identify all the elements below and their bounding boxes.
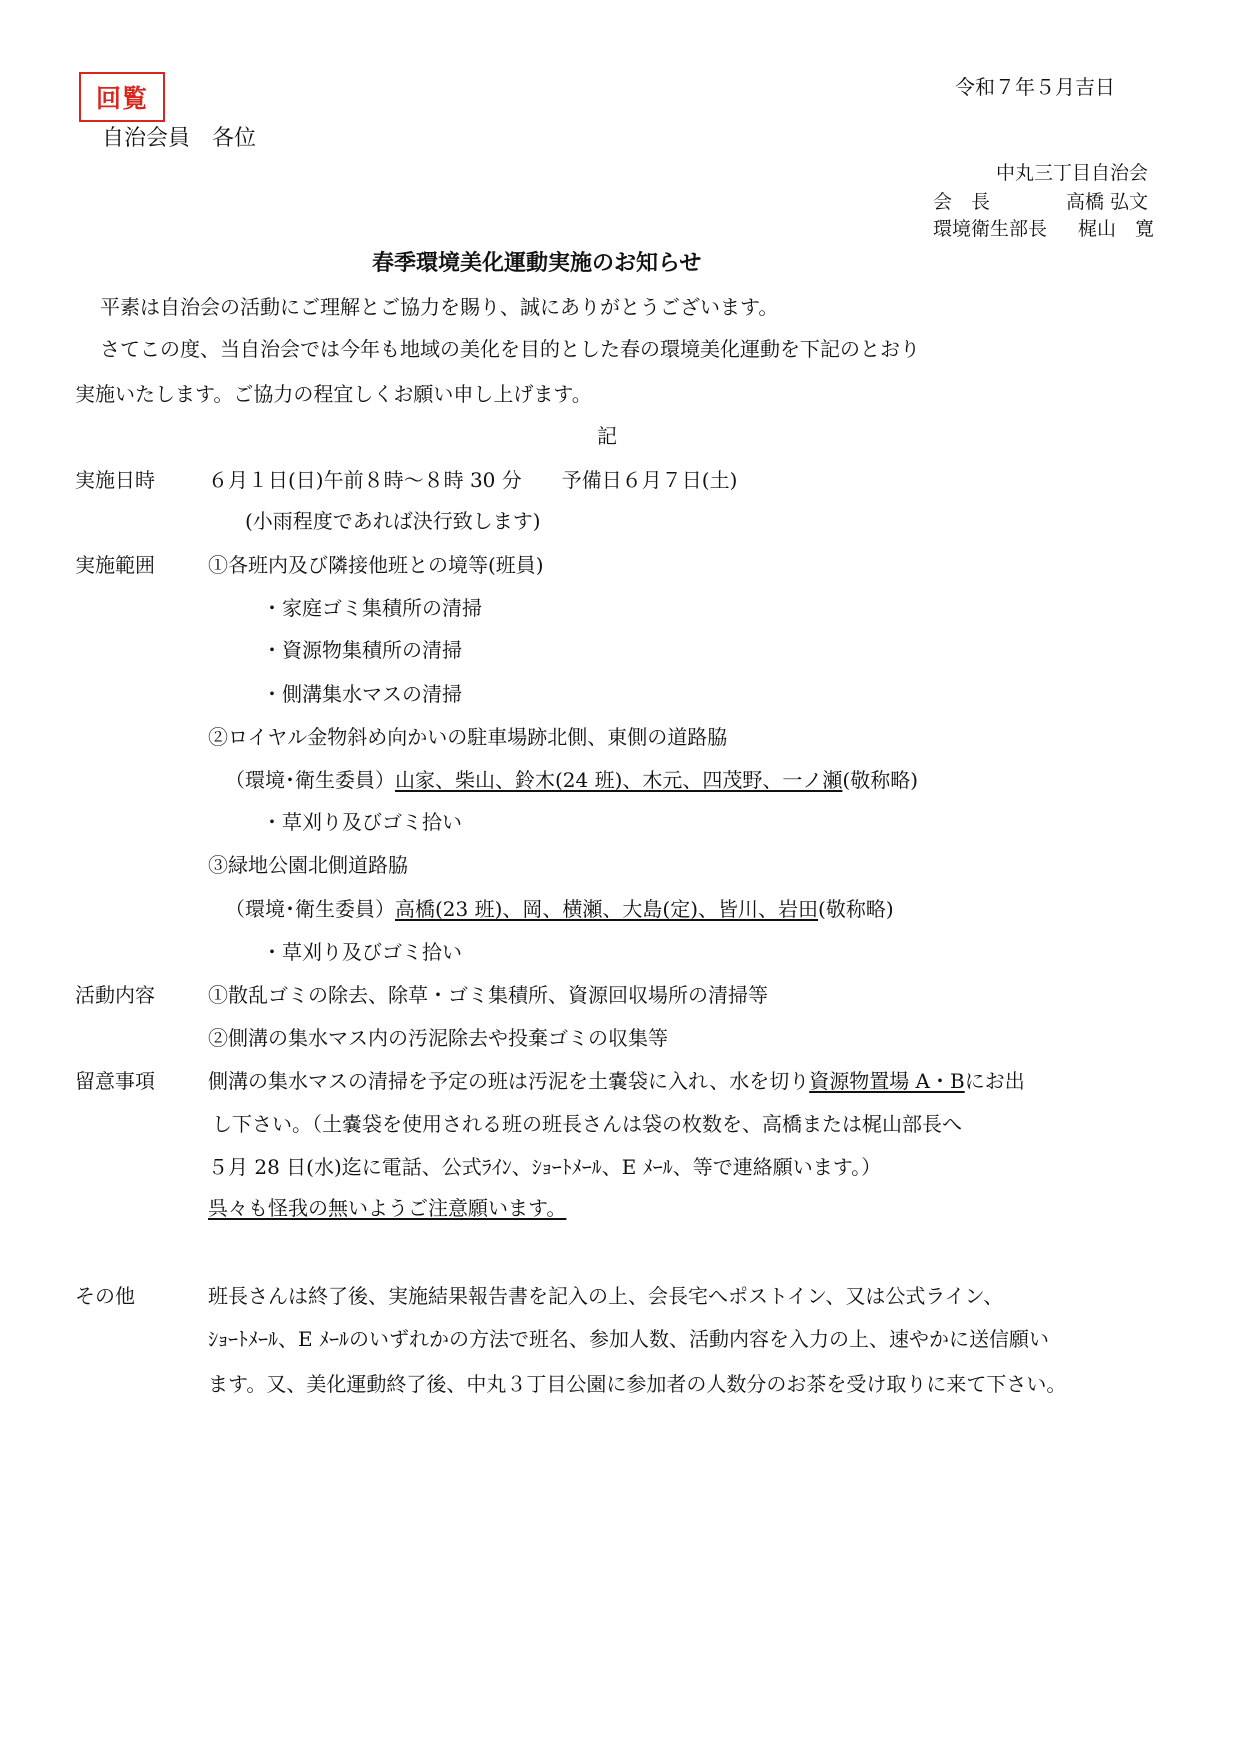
- scope-area-1-item: ・資源物集積所の清掃: [262, 638, 462, 662]
- members-names: 高橋(23 班)、岡、横瀬、大島(定)、皆川、岩田: [395, 897, 819, 921]
- notes-line-1: [208, 1071, 1025, 1091]
- members-prefix: （環境･衛生委員）: [225, 768, 395, 792]
- scope-label: 実施範囲: [75, 553, 155, 577]
- addressee: 自治会員 各位: [102, 126, 257, 151]
- sender-org: 中丸三丁目自治会: [996, 162, 1149, 184]
- scope-area-3-task: ・草刈り及びゴミ拾い: [262, 940, 462, 964]
- other-line-1: 班長さんは終了後、実施結果報告書を記入の上、会長宅へポストイン、又は公式ライン、: [208, 1284, 1004, 1308]
- other-label: その他: [75, 1284, 135, 1308]
- scope-area-3: ③緑地公園北側道路脇: [208, 853, 408, 877]
- chair-title: 会 長: [933, 191, 991, 213]
- members-suffix: (敬称略): [842, 768, 919, 792]
- circulation-stamp: 回覧: [79, 72, 165, 122]
- issue-date: 令和７年５月吉日: [955, 75, 1115, 99]
- notes-line-1-c: にお出: [964, 1069, 1025, 1093]
- notes-label: 留意事項: [75, 1069, 155, 1093]
- ki-heading: 記: [597, 424, 617, 448]
- scope-area-2-members: [225, 770, 918, 790]
- activity-line-1: ①散乱ゴミの除去、除草・ゴミ集積所、資源回収場所の清掃等: [208, 983, 768, 1007]
- notes-line-3: ５月 28 日(水)迄に電話、公式ﾗｲﾝ、ｼｮｰﾄﾒｰﾙ、E ﾒｰﾙ、等で連絡願います。）: [208, 1155, 882, 1179]
- dept-name: 梶山 寛: [1078, 218, 1155, 240]
- members-prefix: （環境･衛生委員）: [225, 897, 395, 921]
- notes-location: 資源物置場 A・B: [809, 1069, 965, 1093]
- activity-label: 活動内容: [75, 983, 155, 1007]
- schedule-label: 実施日時: [75, 468, 155, 492]
- other-line-2: ｼｮｰﾄﾒｰﾙ、E ﾒｰﾙのいずれかの方法で班名、参加人数、活動内容を入力の上、速やかに送信願い: [208, 1327, 1049, 1351]
- notes-line-2: し下さい。（土嚢袋を使用される班の班長さんは袋の枚数を、高橋または梶山部長へ: [212, 1112, 962, 1136]
- scope-area-1-item: ・側溝集水マスの清掃: [262, 682, 462, 706]
- scope-area-1: ①各班内及び隣接他班との境等(班員): [208, 553, 544, 577]
- scope-area-1-item: ・家庭ゴミ集積所の清掃: [262, 596, 482, 620]
- activity-line-2: ②側溝の集水マス内の汚泥除去や投棄ゴミの収集等: [208, 1026, 668, 1050]
- intro-line-2: さてこの度、当自治会では今年も地域の美化を目的とした春の環境美化運動を下記のとおり: [100, 337, 920, 361]
- intro-line-3: 実施いたします。ご協力の程宜しくお願い申し上げます。: [75, 382, 592, 406]
- notes-line-1-a: 側溝の集水マスの清掃を予定の班は汚泥を土嚢袋に入れ、水を切り: [208, 1069, 810, 1093]
- members-names: 山家、柴山、鈴木(24 班)、木元、四茂野、一ノ瀬: [395, 768, 843, 792]
- dept-title: 環境衛生部長: [933, 218, 1048, 240]
- notes-line-4: 呉々も怪我の無いようご注意願います。: [208, 1196, 567, 1220]
- intro-line-1: 平素は自治会の活動にご理解とご協力を賜り、誠にありがとうございます。: [100, 295, 779, 319]
- other-line-3: ます。又、美化運動終了後、中丸３丁目公園に参加者の人数分のお茶を受け取りに来て下さい。: [208, 1372, 1067, 1396]
- scope-area-2-task: ・草刈り及びゴミ拾い: [262, 810, 462, 834]
- members-suffix: (敬称略): [818, 897, 894, 921]
- scope-area-2: ②ロイヤル金物斜め向かいの駐車場跡北側、東側の道路脇: [208, 725, 728, 749]
- schedule-note: (小雨程度であれば決行致します): [245, 509, 541, 533]
- scope-area-3-members: [225, 899, 894, 919]
- chair-name: 高橋 弘文: [1066, 191, 1149, 213]
- schedule-text: ６月１日(日)午前８時～８時 30 分 予備日６月７日(土): [208, 468, 738, 492]
- page-title: 春季環境美化運動実施のお知らせ: [372, 251, 702, 276]
